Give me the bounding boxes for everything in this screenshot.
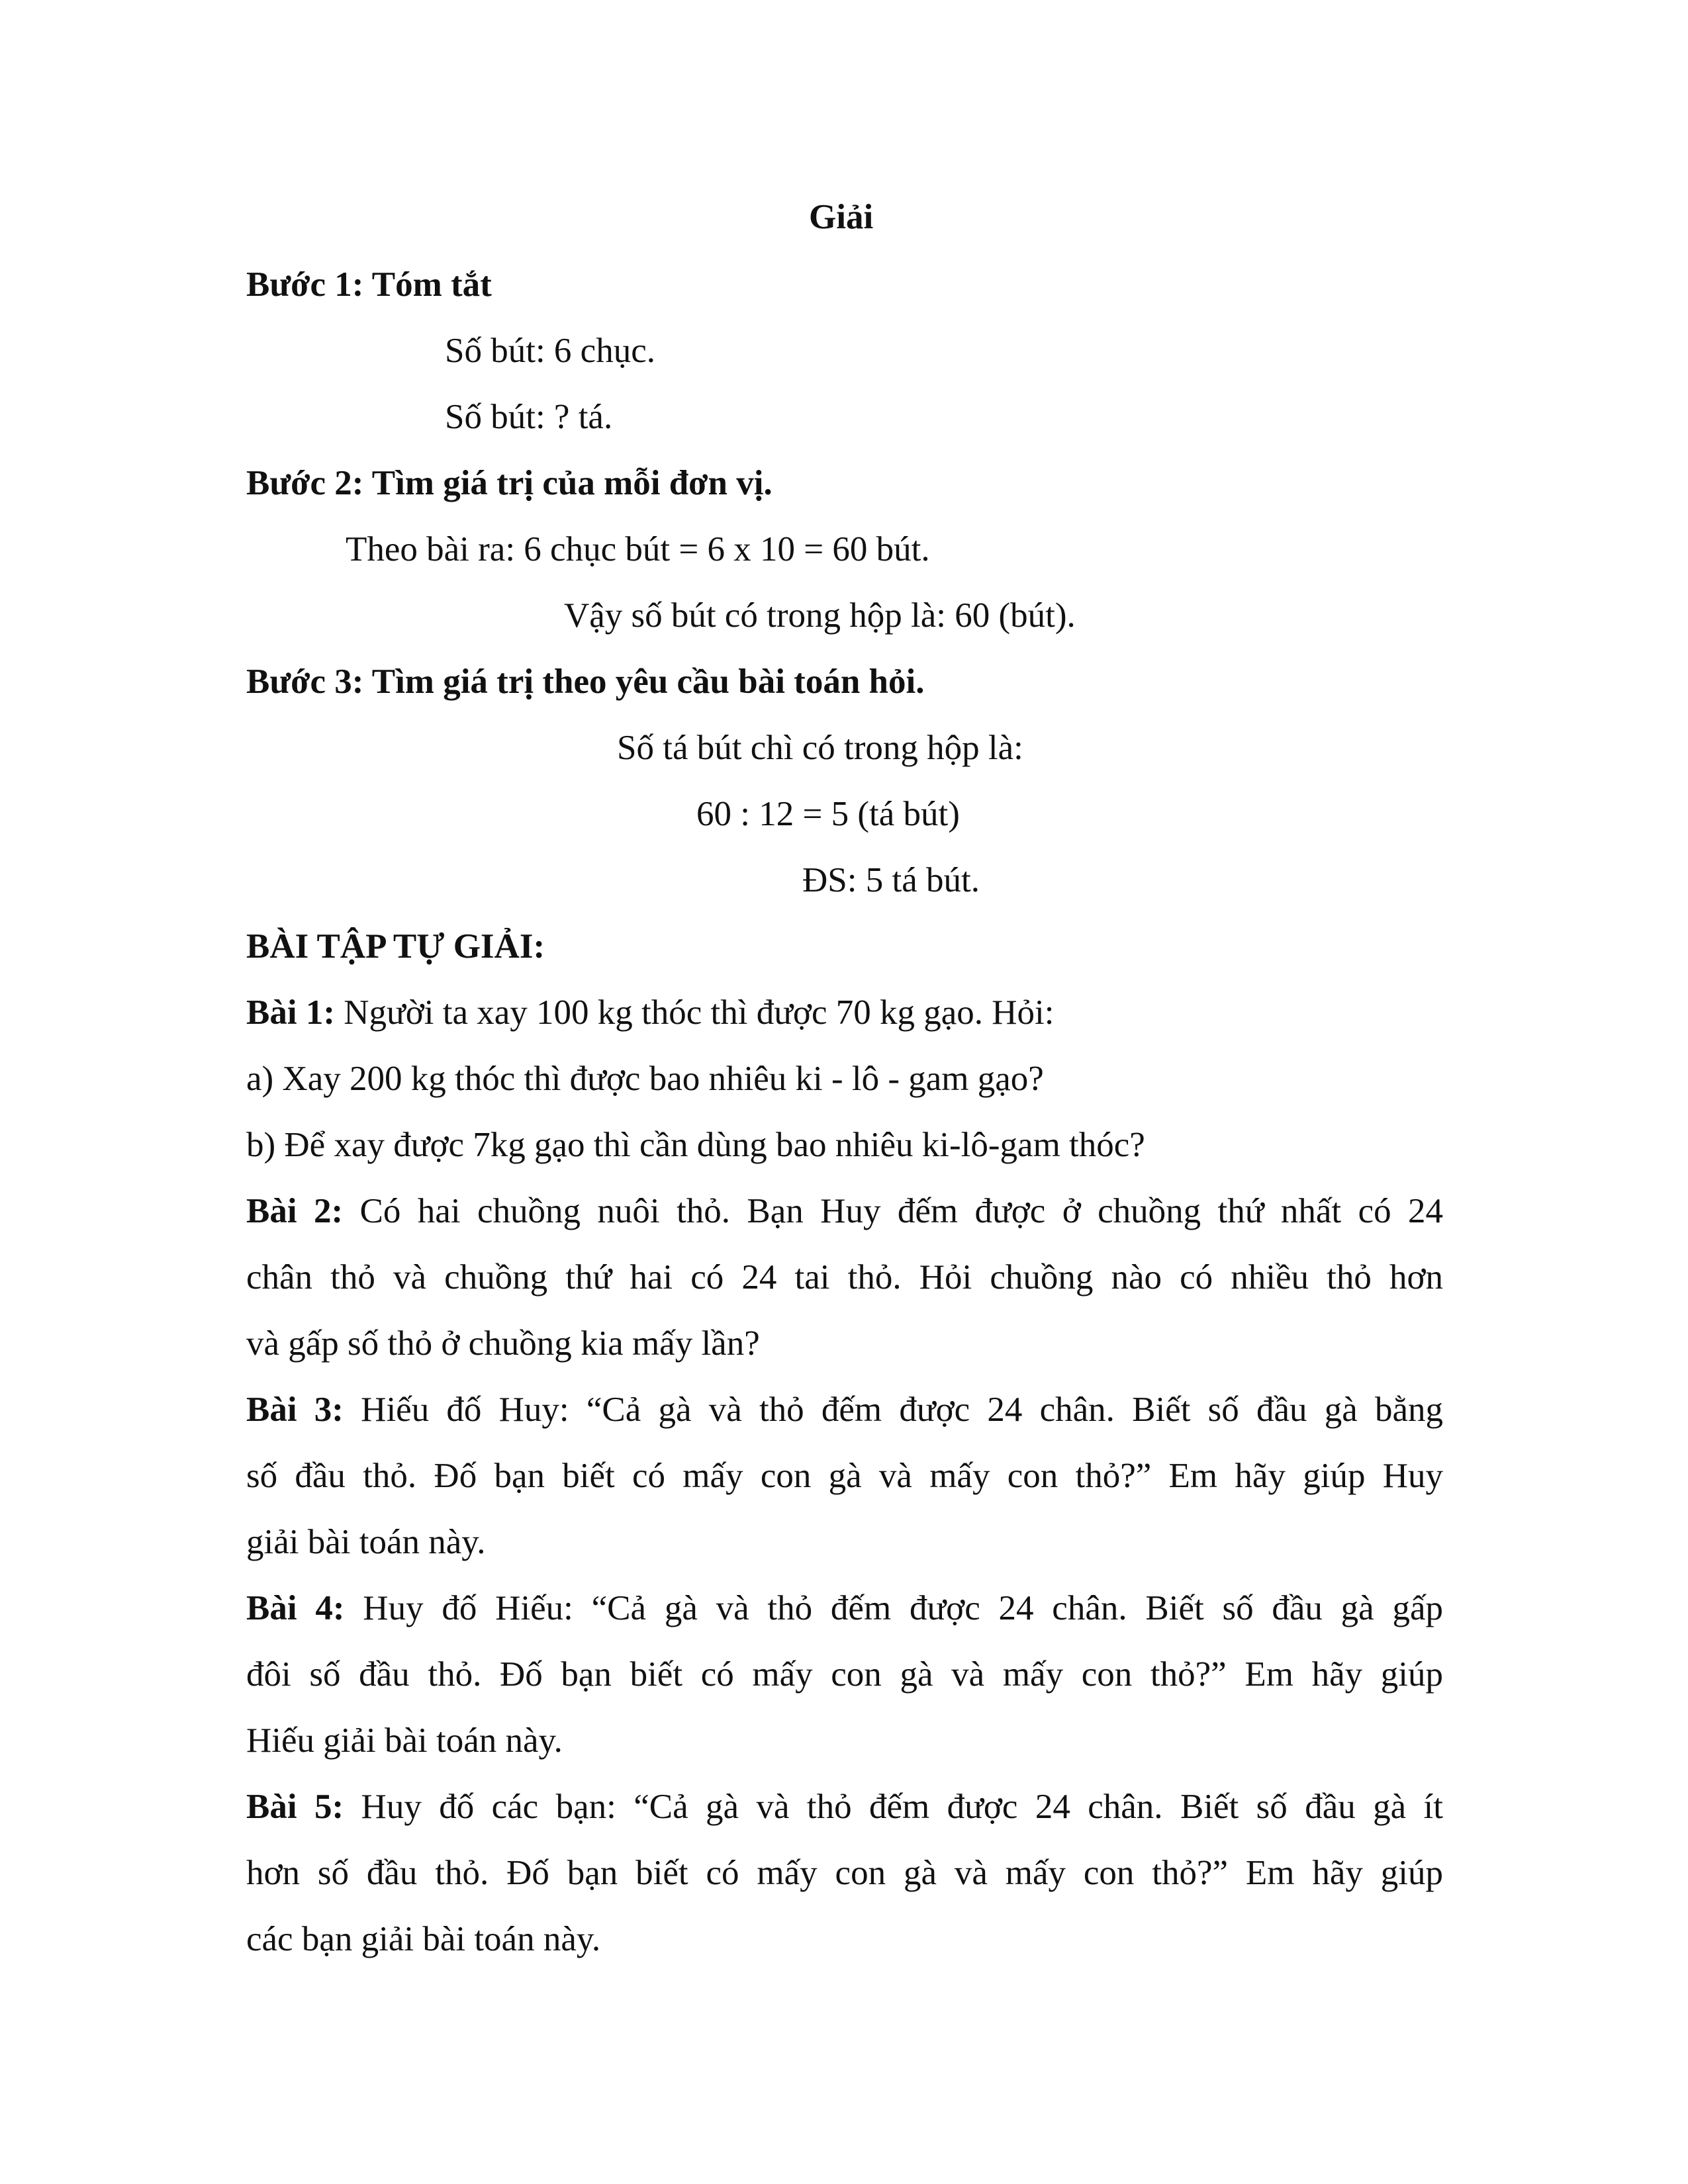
exercise-3-line: giải bài toán này. xyxy=(246,1523,486,1561)
exercise-4-line: đôi số đầu thỏ. Đố bạn biết có mấy con gà và mấy con thỏ?” Em hãy giúp xyxy=(246,1655,1443,1694)
step3-heading: Bước 3: Tìm giá trị theo yêu cầu bài toán hỏi. xyxy=(246,662,925,701)
solution-title: Giải xyxy=(809,198,874,236)
exercise-text: Có hai chuồng nuôi thỏ. Bạn Huy đếm được ở chuồng thứ nhất có 24 xyxy=(343,1192,1443,1230)
step1-heading: Bước 1: Tóm tắt xyxy=(246,265,492,304)
exercise-5 xyxy=(246,1786,1443,1828)
exercise-3 xyxy=(246,1388,1443,1431)
step1-line: Số bút: 6 chục. xyxy=(445,332,655,370)
exercise-label: Bài 2: xyxy=(246,1192,344,1230)
exercise-text: Huy đố Hiếu: “Cả gà và thỏ đếm được 24 chân. Biết số đầu gà gấp xyxy=(344,1589,1443,1627)
step3-line: 60 : 12 = 5 (tá bút) xyxy=(696,795,960,833)
exercise-1-part-b: b) Để xay được 7kg gạo thì cần dùng bao nhiêu ki-lô-gam thóc? xyxy=(246,1126,1145,1164)
exercise-1 xyxy=(246,991,1054,1034)
step2-heading: Bước 2: Tìm giá trị của mỗi đơn vị. xyxy=(246,464,773,502)
exercise-text: Người ta xay 100 kg thóc thì được 70 kg gạo. Hỏi: xyxy=(334,993,1055,1032)
step2-line: Theo bài ra: 6 chục bút = 6 x 10 = 60 bút. xyxy=(346,530,930,569)
exercise-text: Huy đố các bạn: “Cả gà và thỏ đếm được 24 chân. Biết số đầu gà ít xyxy=(344,1788,1443,1826)
exercise-label: Bài 3: xyxy=(246,1390,344,1429)
exercise-4-line: Hiếu giải bài toán này. xyxy=(246,1721,563,1760)
exercise-label: Bài 1: xyxy=(246,993,335,1032)
exercise-label: Bài 5: xyxy=(246,1788,344,1826)
answer-line: ĐS: 5 tá bút. xyxy=(802,861,980,899)
exercises-heading: BÀI TẬP TỰ GIẢI: xyxy=(246,927,545,966)
exercise-2-line: và gấp số thỏ ở chuồng kia mấy lần? xyxy=(246,1324,760,1363)
exercise-3-line: số đầu thỏ. Đố bạn biết có mấy con gà và mấy con thỏ?” Em hãy giúp Huy xyxy=(246,1457,1443,1495)
exercise-2-line: chân thỏ và chuồng thứ hai có 24 tai thỏ. Hỏi chuồng nào có nhiều thỏ hơn xyxy=(246,1258,1443,1297)
step3-line: Số tá bút chì có trong hộp là: xyxy=(617,729,1023,767)
exercise-2 xyxy=(246,1190,1443,1232)
exercise-1-part-a: a) Xay 200 kg thóc thì được bao nhiêu ki - lô - gam gạo? xyxy=(246,1060,1044,1098)
exercise-label: Bài 4: xyxy=(246,1589,345,1627)
exercise-5-line: các bạn giải bài toán này. xyxy=(246,1920,601,1958)
step2-line: Vậy số bút có trong hộp là: 60 (bút). xyxy=(564,596,1076,635)
step1-line: Số bút: ? tá. xyxy=(445,398,613,436)
exercise-4 xyxy=(246,1587,1443,1629)
exercise-5-line: hơn số đầu thỏ. Đố bạn biết có mấy con gà và mấy con thỏ?” Em hãy giúp xyxy=(246,1854,1443,1892)
exercise-text: Hiếu đố Huy: “Cả gà và thỏ đếm được 24 chân. Biết số đầu gà bằng xyxy=(343,1390,1443,1429)
